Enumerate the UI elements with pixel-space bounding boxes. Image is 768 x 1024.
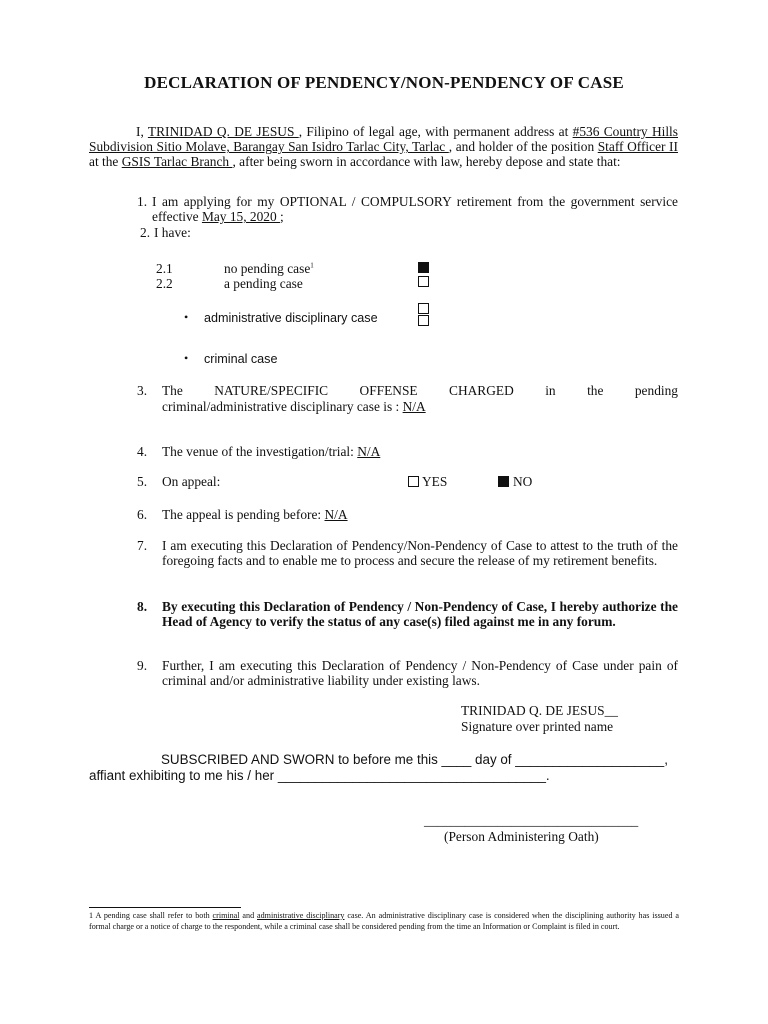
intro-text-2: , and holder of the position bbox=[448, 139, 598, 155]
admin-case-label: administrative disciplinary case bbox=[204, 311, 378, 325]
item-3-word: The bbox=[162, 383, 183, 398]
item-1-text bbox=[152, 194, 678, 224]
appeal-yes-checkbox[interactable] bbox=[408, 476, 419, 487]
admin-case-checkbox[interactable] bbox=[418, 315, 429, 326]
venue-label: The venue of the investigation/trial: bbox=[162, 444, 358, 459]
jurat-line-1: SUBSCRIBED AND SWORN to before me this ____ day of ____________________, bbox=[161, 752, 668, 767]
item-3-number: 3. bbox=[137, 383, 148, 398]
footnote-text-1: 1 A pending case shall refer to both bbox=[89, 911, 213, 920]
item-8-number: 8. bbox=[137, 599, 148, 614]
branch-name: GSIS Tarlac Branch bbox=[121, 154, 233, 170]
footnote-divider bbox=[89, 907, 241, 908]
sub-2-2-label: a pending case bbox=[224, 276, 303, 291]
item-3-word: NATURE/SPECIFIC bbox=[214, 383, 329, 398]
bullet-dot-icon: • bbox=[184, 351, 189, 365]
bullet-dot-icon: • bbox=[184, 310, 189, 324]
item-6-text bbox=[162, 507, 348, 523]
effective-date: May 15, 2020 bbox=[201, 209, 281, 225]
item-2-text: I have: bbox=[154, 225, 191, 240]
intro-paragraph bbox=[89, 124, 678, 170]
item-8-text: By executing this Declaration of Pendency / Non-Pendency of Case, I hereby authorize the Head of Agency to verify the status of any case(s) filed against me in any forum. bbox=[162, 599, 678, 630]
appeal-pending-value: N/A bbox=[324, 507, 348, 522]
item-3-line-2 bbox=[162, 399, 426, 415]
appeal-yes-label: YES bbox=[422, 474, 448, 489]
item-1-body: I am applying for my OPTIONAL / COMPULSORY retirement from the government service effective bbox=[152, 194, 678, 225]
appeal-pending-label: The appeal is pending before: bbox=[162, 507, 325, 522]
item-2-number: 2. bbox=[140, 225, 151, 240]
sub-2-1-number: 2.1 bbox=[156, 261, 173, 276]
item-1-number: 1. bbox=[137, 194, 148, 209]
footnote-and: and bbox=[239, 911, 258, 920]
sub-2-2-number: 2.2 bbox=[156, 276, 173, 291]
permanent-address: #536 Country Hills Subdivision Sitio Molave, Barangay San Isidro Tarlac City, Tarlac bbox=[89, 124, 678, 155]
item-3-text: criminal/administrative disciplinary case is : bbox=[162, 399, 403, 414]
item-1-end: ; bbox=[280, 209, 284, 225]
intro-text-4: , after being sworn in accordance with law, hereby depose and state that: bbox=[232, 154, 621, 170]
item-3-word: CHARGED bbox=[449, 383, 514, 398]
document-title: DECLARATION OF PENDENCY/NON-PENDENCY OF CASE bbox=[144, 73, 624, 92]
appeal-no-checkbox[interactable] bbox=[498, 476, 509, 487]
declarant-name: TRINIDAD Q. DE JESUS bbox=[147, 124, 299, 139]
item-7-text: I am executing this Declaration of Pendency/Non-Pendency of Case to attest to the truth of the foregoing facts and to enable me to process and secure the release of my retirement benefits. bbox=[162, 538, 678, 569]
intro-text-1: , Filipino of legal age, with permanent address at bbox=[298, 124, 573, 139]
item-9-text: Further, I am executing this Declaration of Pendency / Non-Pendency of Case under pain of criminal and/or administrative liability under existing laws. bbox=[162, 658, 678, 689]
offense-value: N/A bbox=[402, 399, 426, 414]
item-3-line-1 bbox=[162, 383, 678, 399]
item-6-number: 6. bbox=[137, 507, 148, 522]
item-9-number: 9. bbox=[137, 658, 148, 673]
pending-case-checkbox[interactable] bbox=[418, 276, 429, 287]
admin-case-checkbox-top[interactable] bbox=[418, 303, 429, 314]
footnote-criminal: criminal bbox=[212, 911, 240, 920]
on-appeal-label: On appeal: bbox=[162, 474, 221, 489]
sub-2-1-label bbox=[224, 261, 314, 277]
position-title: Staff Officer II bbox=[597, 139, 678, 155]
item-3-word: in bbox=[545, 383, 556, 398]
item-7-number: 7. bbox=[137, 538, 148, 553]
oath-caption: (Person Administering Oath) bbox=[444, 829, 599, 844]
item-4-text bbox=[162, 444, 380, 460]
jurat-line-2: affiant exhibiting to me his / her ____________________________________. bbox=[89, 768, 550, 783]
criminal-case-label: criminal case bbox=[204, 352, 278, 366]
signature-caption: Signature over printed name bbox=[461, 719, 614, 734]
appeal-no-label: NO bbox=[513, 474, 533, 489]
no-pending-case-checkbox[interactable] bbox=[418, 262, 429, 273]
intro-text-3: at the bbox=[89, 154, 122, 170]
item-3-word: pending bbox=[634, 383, 678, 398]
venue-value: N/A bbox=[357, 444, 381, 459]
footnote-ref-1: 1 bbox=[310, 261, 314, 270]
footnote-admin: administrative disciplinary bbox=[257, 911, 345, 920]
footnote-text-2: case. An administrative disciplinary case is considered when the disciplining authority has issued a formal charge or a notice of charge to the respondent, while a criminal case shall be considered pending from the time an Information or Complaint is filed in court. bbox=[89, 911, 680, 931]
signature-printed-name: TRINIDAD Q. DE JESUS__ bbox=[461, 703, 618, 718]
item-3-word: the bbox=[587, 383, 604, 398]
oath-signature-line: ________________________________ bbox=[424, 813, 639, 828]
footnote bbox=[89, 910, 679, 932]
item-5-number: 5. bbox=[137, 474, 148, 489]
intro-prefix: I, bbox=[136, 124, 148, 139]
item-4-number: 4. bbox=[137, 444, 148, 459]
no-pending-case-label: no pending case bbox=[224, 261, 311, 276]
item-3-word: OFFENSE bbox=[359, 383, 418, 398]
